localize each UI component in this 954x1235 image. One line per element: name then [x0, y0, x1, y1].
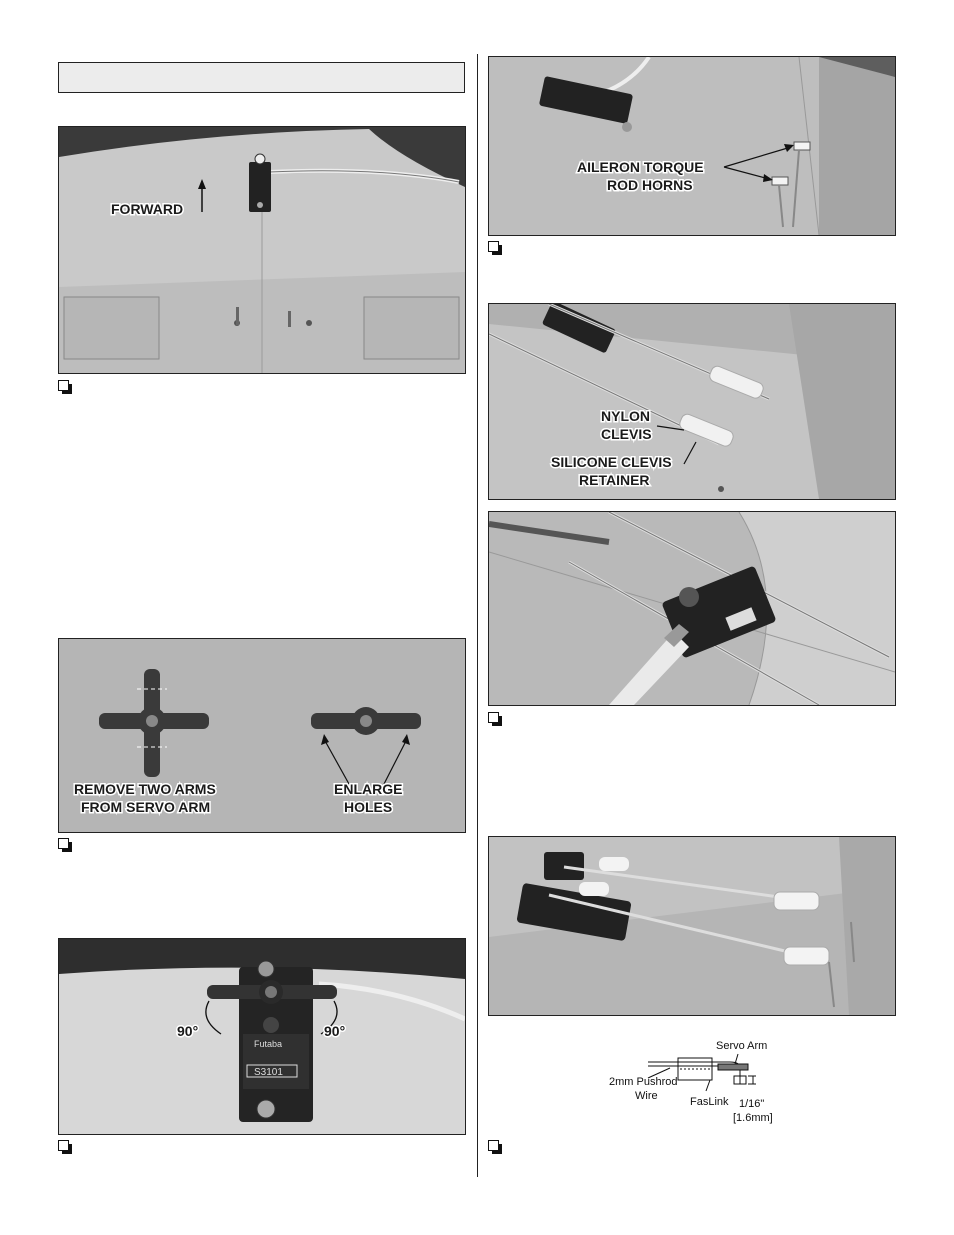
photo-nylon-clevis — [488, 303, 896, 500]
label-torque-1: AILERON TORQUE — [577, 159, 704, 175]
label-retainer-2: RETAINER — [579, 472, 650, 488]
column-divider — [477, 54, 478, 1177]
label-gap-mm: [1.6mm] — [733, 1112, 773, 1124]
photo-wing-servo — [58, 126, 466, 374]
servo-model: S3101 — [254, 1067, 283, 1078]
label-nylon-2: CLEVIS — [601, 426, 652, 442]
checkbox-step-5[interactable] — [488, 712, 499, 723]
label-remove-arms-1: REMOVE TWO ARMS — [74, 781, 216, 797]
label-faslink: FasLink — [690, 1096, 729, 1108]
photo-faslink-pushrods — [488, 836, 896, 1016]
label-angle-left: 90° — [177, 1023, 199, 1039]
checkbox-step-3[interactable] — [58, 1140, 69, 1151]
section-header-box — [58, 62, 465, 93]
checkbox-step-6[interactable] — [488, 1140, 499, 1151]
photo-servo-90-degrees — [58, 938, 466, 1135]
checkbox-step-2[interactable] — [58, 838, 69, 849]
label-enlarge-1: ENLARGE — [334, 781, 403, 797]
label-torque-2: ROD HORNS — [607, 177, 693, 193]
label-nylon-1: NYLON — [601, 408, 650, 424]
photo-torque-rod-horns — [488, 56, 896, 236]
label-angle-right: 90° — [324, 1023, 346, 1039]
photo-servo-arms — [58, 638, 466, 833]
label-pushrod-1: 2mm Pushrod — [609, 1076, 678, 1088]
label-retainer-1: SILICONE CLEVIS — [551, 454, 672, 470]
servo-brand: Futaba — [254, 1039, 283, 1049]
photo-pushrods-servo — [488, 511, 896, 706]
label-pushrod-2: Wire — [635, 1090, 658, 1102]
label-enlarge-2: HOLES — [344, 799, 393, 815]
label-gap-inch: 1/16" — [739, 1098, 765, 1110]
label-remove-arms-2: FROM SERVO ARM — [81, 799, 211, 815]
label-servo-arm: Servo Arm — [716, 1040, 768, 1052]
checkbox-step-1[interactable] — [58, 380, 69, 391]
faslink-diagram — [600, 1036, 800, 1131]
checkbox-step-4[interactable] — [488, 241, 499, 252]
label-forward: FORWARD — [111, 201, 184, 217]
